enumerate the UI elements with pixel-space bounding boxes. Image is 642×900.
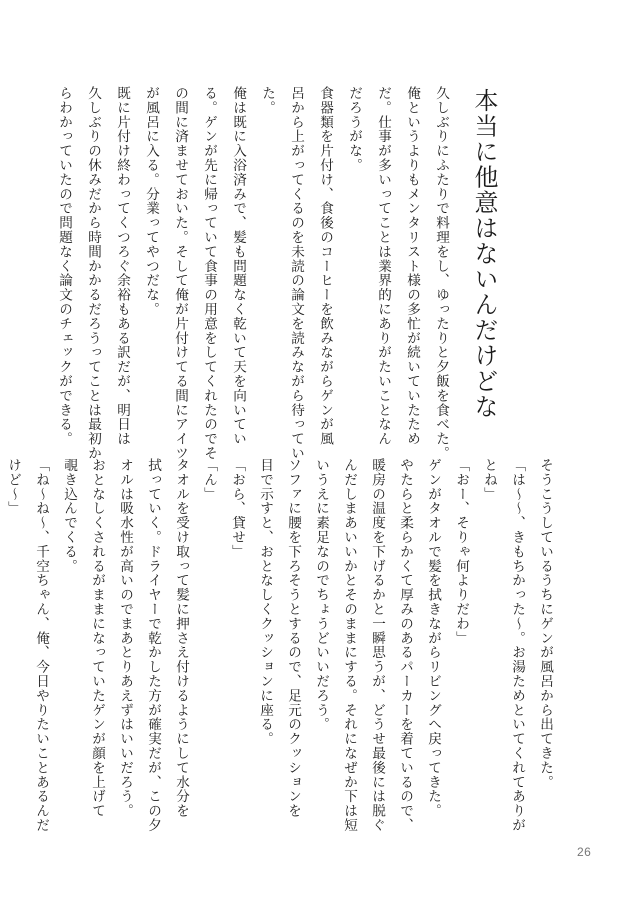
text-line: タオルを受け取って髪に押さえ付けるようにして水分を <box>173 458 189 818</box>
text-line: だろうがな。 <box>346 86 362 173</box>
text-line: だ。仕事が多いってことは業界的にありがたいことなん <box>375 86 391 446</box>
text-line: んだしまあいいかとそのままにする。それになぜか下は短 <box>341 458 357 833</box>
text-line: る。ゲンが先に帰っていて食事の用意をしてくれたのでそ <box>201 86 217 461</box>
text-line: 「おら、貸せ」 <box>229 458 245 559</box>
text-line: 久しぶりにふたりで料理をし、ゆったりと夕飯を食べた。 <box>433 86 449 461</box>
text-line: けど〜」 <box>5 458 21 516</box>
text-line: とね」 <box>481 458 497 502</box>
text-line: らわかっていたので問題なく論文のチェックができる。 <box>56 86 72 446</box>
lower-text-column <box>5 458 556 838</box>
upper-text-column <box>56 86 452 461</box>
text-line: 目で示すと、おとなしくクッションに座る。 <box>257 458 273 746</box>
text-line: そうこうしているうちにゲンが風呂から出てきた。 <box>537 458 553 790</box>
text-line: いうえに素足なのでちょうどいいだろう。 <box>313 458 329 732</box>
text-line: た。 <box>259 86 275 115</box>
text-line: 「おー、そりゃ何よりだわ」 <box>453 458 469 646</box>
text-line: が風呂に入る。分業ってやつだな。 <box>143 86 159 317</box>
text-line: の間に済ませておいた。そして俺が片付けてる間にアイツ <box>172 86 188 461</box>
text-line: おとなしくされるがままになっていたゲンが顔を上げて <box>89 458 105 818</box>
text-line: 「ん」 <box>201 458 217 502</box>
text-line: 拭っていく。ドライヤーで乾かした方が確実だが、この夕 <box>145 458 161 833</box>
text-line: 「は〜〜、きもちかった〜。お湯ためといてくれてありが <box>509 458 525 833</box>
text-line: 呂から上がってくるのを未読の論文を読みながら待ってい <box>288 86 304 461</box>
text-line: 俺は既に入浴済みで、髪も問題なく乾いて天を向いてい <box>230 86 246 446</box>
text-line: 覗き込んでくる。 <box>61 458 77 574</box>
text-line: 食器類を片付け、食後のコーヒーを飲みながらゲンが風 <box>317 86 333 446</box>
text-line: 「ね〜ね〜、千空ちゃん、俺、今日やりたいことあるんだ <box>33 458 49 833</box>
chapter-title: 本当に他意はないんだけどな <box>470 88 498 420</box>
text-line: 既に片付け終わってくつろぐ余裕もある訳だが、明日は <box>114 86 130 446</box>
text-line: 暖房の温度を下げるかと一瞬思うが、どうせ最後には脱ぐ <box>369 458 385 833</box>
text-line: オルは吸水性が高いのでまあとりあえずはいいだろう。 <box>117 458 133 818</box>
text-line: 久しぶりの休みだから時間かかるだろうってことは最初か <box>85 86 101 461</box>
text-line: ソファに腰を下ろそうとするので、足元のクッションを <box>285 458 301 818</box>
page-number: 26 <box>577 845 592 859</box>
text-line: やたらと柔らかくて厚みのあるパーカーを着ているので、 <box>397 458 413 833</box>
text-line: 俺というよりもメンタリスト様の多忙が続いていたため <box>404 86 420 446</box>
text-line: ゲンがタオルで髪を拭きながらリビングへ戻ってきた。 <box>425 458 441 818</box>
